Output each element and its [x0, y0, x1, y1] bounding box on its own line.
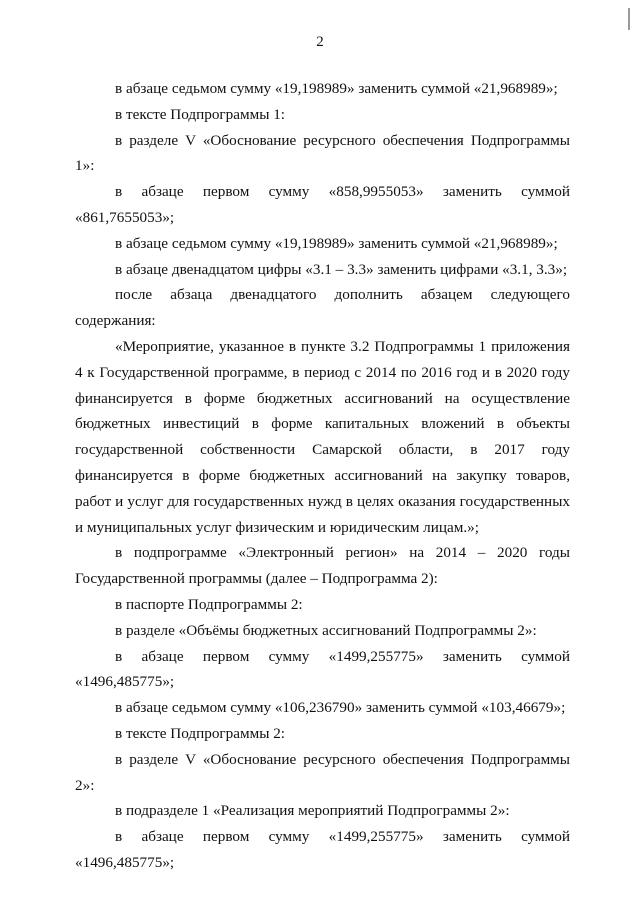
page-number: 2 — [316, 34, 324, 50]
scan-edge-mark — [628, 8, 630, 30]
paragraph-16: в подразделе 1 «Реализация мероприятий Подпрограммы 2»: — [115, 802, 510, 820]
paragraph-17: в абзаце первом сумму «1499,255775» заменить суммой «1496,485775»; — [75, 828, 570, 871]
paragraph-1: в абзаце седьмом сумму «19,198989» заменить суммой «21,968989»; — [115, 80, 558, 97]
paragraph-3: в разделе V «Обоснование ресурсного обеспечения Подпрограммы 1»: — [75, 131, 570, 175]
paragraph-9: в подпрограмме «Электронный регион» на 2014 – 2020 годы Государственной программы (далее – Подпрограмма 2): — [75, 544, 570, 588]
paragraph-5: в абзаце седьмом сумму «19,198989» заменить суммой «21,968989»; — [115, 234, 558, 252]
paragraph-12: в абзаце первом сумму «1499,255775» заменить суммой «1496,485775»; — [75, 647, 570, 691]
paragraph-2: в тексте Подпрограммы 1: — [115, 105, 286, 123]
paragraph-11: в разделе «Объёмы бюджетных ассигнований Подпрограммы 2»: — [115, 621, 537, 639]
paragraph-15: в разделе V «Обоснование ресурсного обеспечения Подпрограммы 2»: — [75, 750, 570, 794]
paragraph-6: в абзаце двенадцатом цифры «3.1 – 3.3» заменить цифрами «3.1, 3.3»; — [115, 260, 568, 278]
paragraph-8: «Мероприятие, указанное в пункте 3.2 Подпрограммы 1 приложения 4 к Государственной программе, в период с 2014 по 2016 год и в 2020 году финансируется в форме бюджетных ассигнований на осуществление бюджетных инвестиций в форме капитальных вложений в объекты государственной собственности Самарской области, в 2017 году финансируется в форме бюджетных ассигнований на закупку товаров, работ и услуг для государственных нужд в целях оказания государственных и муниципальных услуг физическим и юридическим лицам.»; — [75, 337, 570, 536]
paragraph-4: в абзаце первом сумму «858,9955053» заменить суммой «861,7655053»; — [75, 183, 570, 226]
paragraph-10: в паспорте Подпрограммы 2: — [115, 595, 303, 613]
document-body — [75, 76, 570, 876]
paragraph-14: в тексте Подпрограммы 2: — [115, 724, 286, 742]
paragraph-13: в абзаце седьмом сумму «106,236790» заменить суммой «103,46679»; — [115, 699, 566, 717]
paragraph-7: после абзаца двенадцатого дополнить абзацем следующего содержания: — [75, 286, 570, 330]
